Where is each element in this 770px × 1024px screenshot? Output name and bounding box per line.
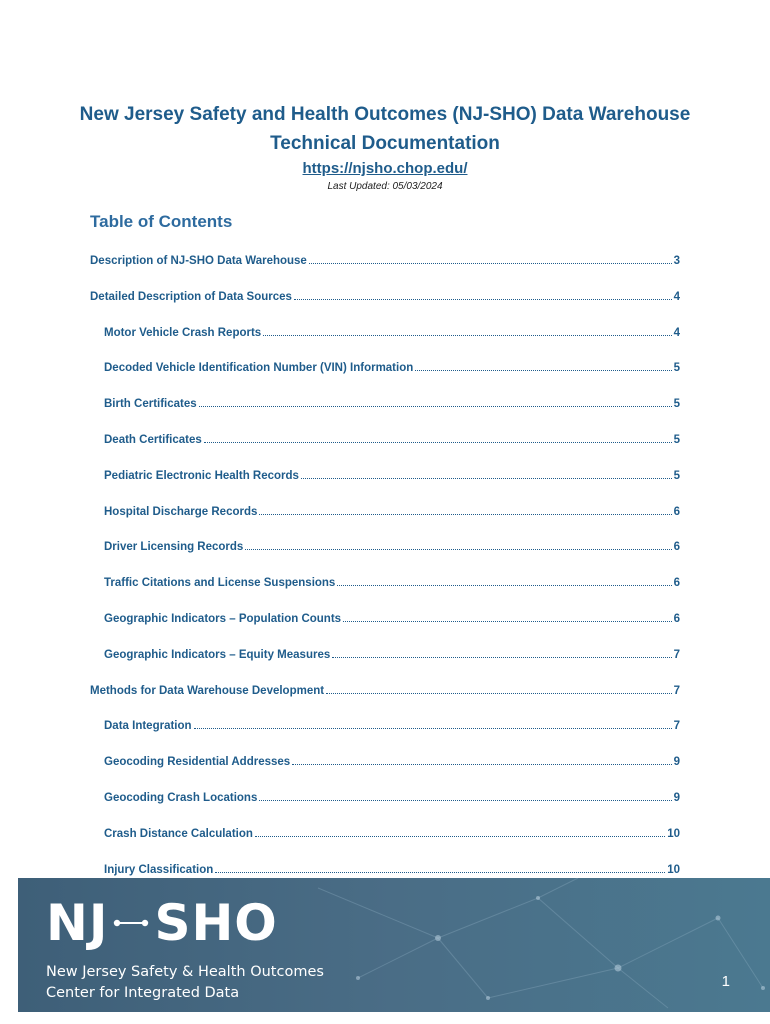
toc-entry-label: Motor Vehicle Crash Reports <box>104 326 262 339</box>
toc-leader-dots <box>415 360 671 371</box>
toc-entry-page: 7 <box>673 684 680 697</box>
toc-leader-dots <box>259 790 671 801</box>
toc-entry-label: Death Certificates <box>104 434 202 446</box>
toc-entry-page: 9 <box>673 792 680 804</box>
toc-entry-page: 6 <box>673 577 680 590</box>
toc-leader-dots <box>343 611 672 622</box>
page-number: 1 <box>721 973 730 990</box>
connector-arrows-icon <box>112 913 150 933</box>
toc-leader-dots <box>199 396 672 407</box>
njsho-logo <box>46 894 278 952</box>
toc-entry-label: Traffic Citations and License Suspensions <box>104 577 336 590</box>
toc-entry-page: 9 <box>673 756 680 769</box>
toc-leader-dots <box>194 718 672 729</box>
toc-entry-page: 10 <box>667 827 680 840</box>
toc-entry-label: Driver Licensing Records <box>104 541 244 554</box>
toc-entry-page: 6 <box>673 541 680 554</box>
toc-entry-label: Detailed Description of Data Sources <box>90 290 292 303</box>
toc-leader-dots <box>309 253 672 264</box>
document-title: New Jersey Safety and Health Outcomes (NJ-SHO) Data Warehouse Technical Documentation <box>79 104 691 154</box>
toc-entry[interactable] <box>104 718 680 734</box>
toc-entry-label: Geocoding Crash Locations <box>104 792 258 804</box>
toc-entry-page: 5 <box>673 362 680 375</box>
toc-entry[interactable] <box>104 575 680 591</box>
toc-entry-label: Methods for Data Warehouse Development <box>90 684 325 697</box>
toc-leader-dots <box>326 683 672 694</box>
toc-entry[interactable] <box>104 396 680 412</box>
toc-entry[interactable] <box>104 790 680 806</box>
toc-entry[interactable] <box>104 360 680 376</box>
toc-entry-label: Data Integration <box>104 720 192 733</box>
toc-entry-page: 7 <box>673 720 680 733</box>
org-name-line1: New Jersey Safety & Health Outcomes <box>46 964 324 980</box>
toc-entry-page: 5 <box>673 434 680 446</box>
toc-entry[interactable] <box>104 647 680 663</box>
logo-text-nj: NJ <box>46 894 109 952</box>
footer-banner <box>18 878 770 1012</box>
toc-entry[interactable] <box>104 468 680 484</box>
toc-entry[interactable] <box>104 754 680 770</box>
toc-entry-page: 6 <box>673 505 680 518</box>
toc-entry-label: Hospital Discharge Records <box>104 505 258 518</box>
toc-leader-dots <box>292 754 671 765</box>
toc-entry-label: Injury Classification <box>104 863 214 876</box>
toc-entry-page: 4 <box>673 290 680 303</box>
toc-entry-page: 7 <box>673 648 680 661</box>
toc-leader-dots <box>294 289 672 300</box>
logo-text-sho: SHO <box>154 894 278 952</box>
toc-leader-dots <box>301 468 672 479</box>
toc-entry[interactable] <box>90 253 680 269</box>
last-updated-date: Last Updated: 05/03/2024 <box>327 181 443 192</box>
toc-entry-label: Decoded Vehicle Identification Number (VIN) Information <box>104 362 414 375</box>
toc-entry[interactable] <box>90 289 680 305</box>
toc-entry-page: 4 <box>673 326 680 339</box>
toc-heading: Table of Contents <box>90 212 233 231</box>
toc-entry[interactable] <box>104 862 680 878</box>
toc-entry[interactable] <box>90 683 680 699</box>
document-url-link[interactable]: https://njsho.chop.edu/ <box>302 160 468 177</box>
org-name-line2: Center for Integrated Data <box>46 985 240 1001</box>
toc-leader-dots <box>204 432 672 443</box>
toc-entry[interactable] <box>104 504 680 520</box>
toc-leader-dots <box>263 325 671 336</box>
toc-entry[interactable] <box>104 325 680 341</box>
toc-entry[interactable] <box>104 611 680 627</box>
toc-entry-label: Crash Distance Calculation <box>104 827 253 840</box>
toc-entry-page: 3 <box>673 255 680 267</box>
toc-entry[interactable] <box>104 826 680 842</box>
toc-entry-label: Geographic Indicators – Population Counts <box>104 613 342 625</box>
toc-entry-page: 5 <box>673 398 680 411</box>
toc-entry-label: Pediatric Electronic Health Records <box>104 469 299 482</box>
toc-entry-label: Description of NJ-SHO Data Warehouse <box>90 255 307 267</box>
toc-leader-dots <box>215 862 665 873</box>
toc-entry-label: Birth Certificates <box>104 398 197 411</box>
toc-leader-dots <box>337 575 671 586</box>
toc-entry-page: 10 <box>667 863 680 876</box>
toc-leader-dots <box>332 647 671 658</box>
toc-entry-page: 5 <box>673 469 680 482</box>
toc-leader-dots <box>245 539 671 550</box>
toc-entry-label: Geographic Indicators – Equity Measures <box>104 648 331 661</box>
toc-leader-dots <box>259 504 671 515</box>
toc-entry-page: 6 <box>673 613 680 625</box>
toc-leader-dots <box>255 826 665 837</box>
toc-entry[interactable] <box>104 539 680 555</box>
toc-entry[interactable] <box>104 432 680 448</box>
toc-entry-label: Geocoding Residential Addresses <box>104 756 291 769</box>
